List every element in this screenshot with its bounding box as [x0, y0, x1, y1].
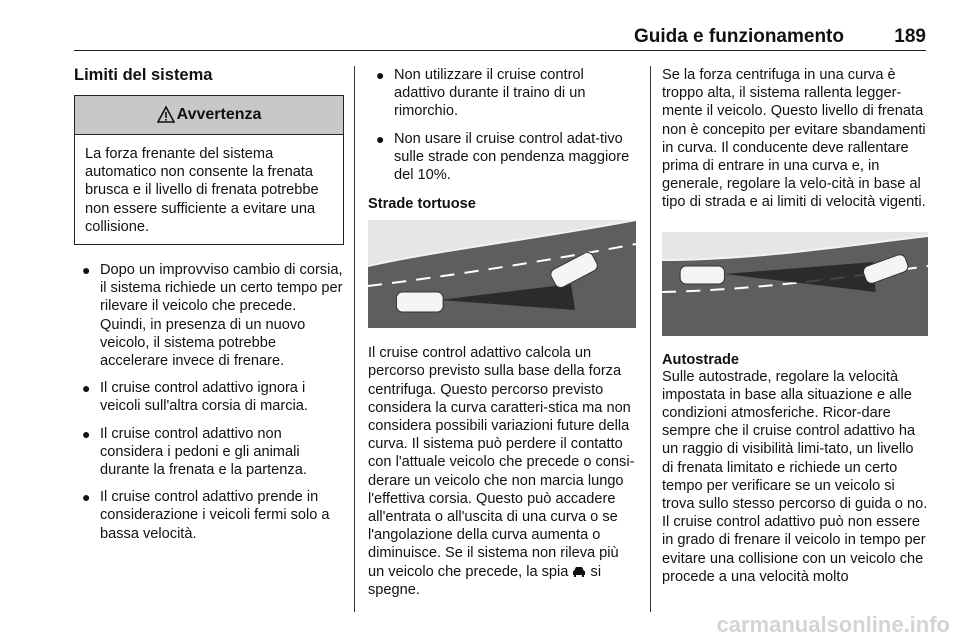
usage-list	[368, 66, 636, 184]
column-divider	[354, 66, 355, 612]
centrifugal-force-paragraph: Se la forza centrifuga in una curva è troppo alta, il sistema rallenta legger-mente il veicolo. Questo livello di frenata non è concepito per evitare sbandamenti in curva. Il conducente deve rallentare prima di entrare in una curva e, in generale, regolare la velo-cità in base al tipo di strada e ai limiti di velocità vigenti.	[662, 67, 926, 211]
list-item: ● Il cruise control adattivo prende in considerazione i veicoli fermi solo a bassa velocità.	[82, 489, 330, 542]
warning-title: Avvertenza	[176, 106, 262, 123]
heading-highways: Autostrade	[662, 351, 740, 368]
warning-text: La forza frenante del sistema automatico non consente la frenata brusca e il livello di frenata potrebbe non essere sufficiente a evitare una collisione.	[85, 146, 319, 235]
column-divider	[650, 66, 651, 612]
column-2	[368, 66, 636, 599]
column-3	[662, 66, 928, 586]
heading-system-limits: Limiti del sistema	[74, 66, 213, 84]
warning-triangle-icon	[157, 106, 175, 124]
winding-roads-paragraph: Il cruise control adattivo calcola un percorso previsto sulla base della forza centrifuga. Questo percorso previsto considera la curva caratteri-stica ma non considera possibili variazioni future della curva. Il sistema può perdere il contatto con l'attuale veicolo che precede o consi-derare un veicolo che non marcia lungo l'effettiva corsia. Questo può accadere all'entrata o all'uscita di una curva o se l'angolazione della curva aumenta o diminuisce. Se il sistema non rileva più un veicolo che precede, la spia si spegne.	[368, 345, 635, 598]
heading-winding-roads: Strade tortuose	[368, 196, 476, 213]
limits-list	[74, 261, 344, 543]
warning-box	[74, 95, 344, 245]
page-number: 189	[894, 26, 926, 47]
section-title: Guida e funzionamento	[633, 26, 844, 47]
column-1	[74, 66, 344, 552]
list-item: ● Dopo un improvviso cambio di corsia, il sistema richiede un certo tempo per rilevare il veicolo che precede. Quindi, in presenza di un nuovo veicolo, il sistema potrebbe accelerare invece di frenare.	[82, 262, 343, 370]
list-item: ● Il cruise control adattivo ignora i veicoli sull'altra corsia di marcia.	[82, 380, 308, 415]
vehicle-ahead-indicator-icon	[572, 564, 586, 575]
list-item: ● Non utilizzare il cruise control adattivo durante il traino di un rimorchio.	[376, 67, 586, 120]
winding-road-illustration	[368, 220, 636, 328]
header-rule	[74, 50, 926, 51]
highways-paragraph: Sulle autostrade, regolare la velocità impostata in base alla situazione e alle condizioni atmosferiche. Ricor-dare sempre che il cruise control adattivo ha un raggio di visibilità limi-tato, un livello di frenata limitato e richiede un certo tempo per verificare se un veicolo si trova sullo stesso percorso di guida o no. Il cruise control adattivo può non essere in grado di frenare il veicolo in tempo per evitare una collisione con un veicolo che procede a una velocità molto	[662, 368, 928, 585]
list-item: ● Il cruise control adattivo non considera i pedoni e gli animali durante la frenata e la partenza.	[82, 425, 307, 479]
watermark: carmanualsonline.info	[716, 612, 950, 637]
list-item: ● Non usare il cruise control adat-tivo sulle strade con pendenza maggiore del 10%.	[376, 130, 630, 184]
highway-illustration	[662, 232, 928, 336]
page-header	[74, 22, 926, 52]
warning-header	[75, 96, 343, 135]
